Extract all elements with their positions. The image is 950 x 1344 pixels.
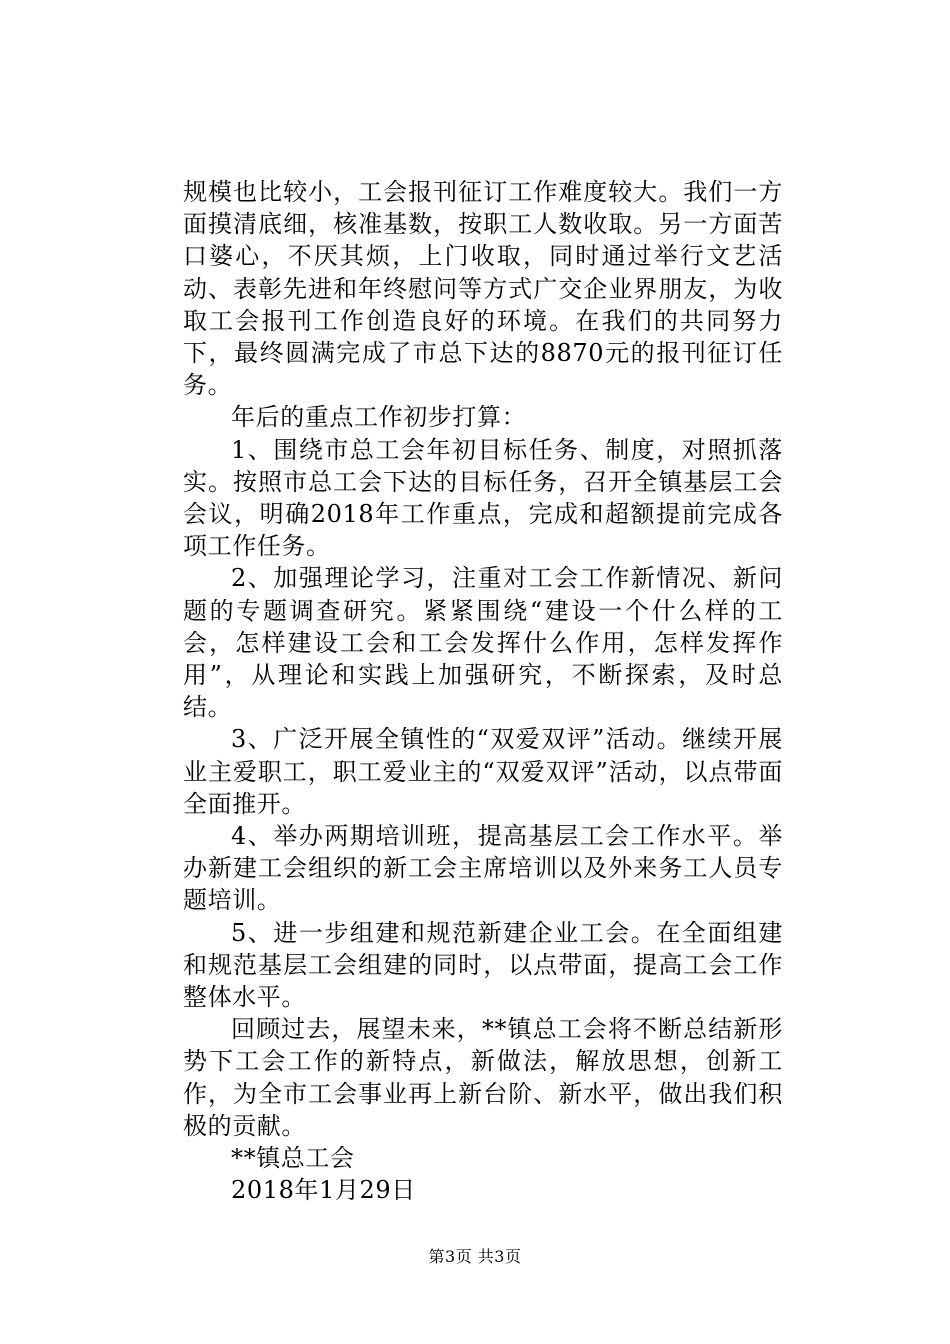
paragraph-plan-item-4 [183,820,783,917]
plan-item-4-text: 4、举办两期培训班，提高基层工会工作水平。举办新建工会组织的新工会主席培训以及外来务工人员专题培训。 [183,822,783,915]
paragraph-plan-item-1 [183,434,783,563]
paragraph-plan-heading: 年后的重点工作初步打算： [231,403,527,432]
signature-date [183,1174,783,1206]
paragraph-continued-report: 规模也比较小，工会报刊征订工作难度较大。我们一方面摸清底细，核准基数，按职工人数收取。另一方面苦口婆心，不厌其烦，上门收取，同时通过举行文艺活动、表彰先进和年终慰问等方式广交企业界朋友，为收取工会报刊工作创造良好的环境。在我们的共同努力下，最终圆满完成了市总下达的8870元的报刊征订任务。 [183,178,783,400]
signature-date-text: 2018年1月29日 [231,1176,416,1205]
signature-organization [183,1142,783,1174]
conclusion-text: 回顾过去，展望未来，**镇总工会将不断总结新形势下工会工作的新特点，新做法，解放思想，创新工作，为全市工会事业再上新台阶、新水平，做出我们积极的贡献。 [183,1015,783,1140]
paragraph-plan-item-2 [183,562,783,723]
plan-item-2-text: 2、加强理论学习，注重对工会工作新情况、新问题的专题调查研究。紧紧围绕“建设一个什么样的工会，怎样建设工会和工会发挥什么作用，怎样发挥作用”，从理论和实践上加强研究，不断探索，及时总结。 [183,564,783,722]
paragraph-plan-item-3 [183,723,783,820]
plan-item-3-text: 3、广泛开展全镇性的“双爱双评”活动。继续开展业主爱职工，职工爱业主的“双爱双评”活动，以点带面全面推开。 [183,725,783,818]
page-footer [0,1244,950,1267]
plan-item-5-text: 5、进一步组建和规范新建企业工会。在全面组建和规范基层工会组建的同时，以点带面，提高工会工作整体水平。 [183,918,783,1012]
plan-item-1-text: 1、围绕市总工会年初目标任务、制度，对照抓落实。按照市总工会下达的目标任务，召开全镇基层工会会议，明确2018年工作重点，完成和超额提前完成各项工作任务。 [183,435,783,561]
page-number: 第3页 共3页 [428,1247,522,1266]
document-body [183,176,783,1207]
paragraph-plan-item-5 [183,917,783,1014]
paragraph-conclusion [183,1013,783,1142]
signature-organization-text: **镇总工会 [231,1144,355,1173]
